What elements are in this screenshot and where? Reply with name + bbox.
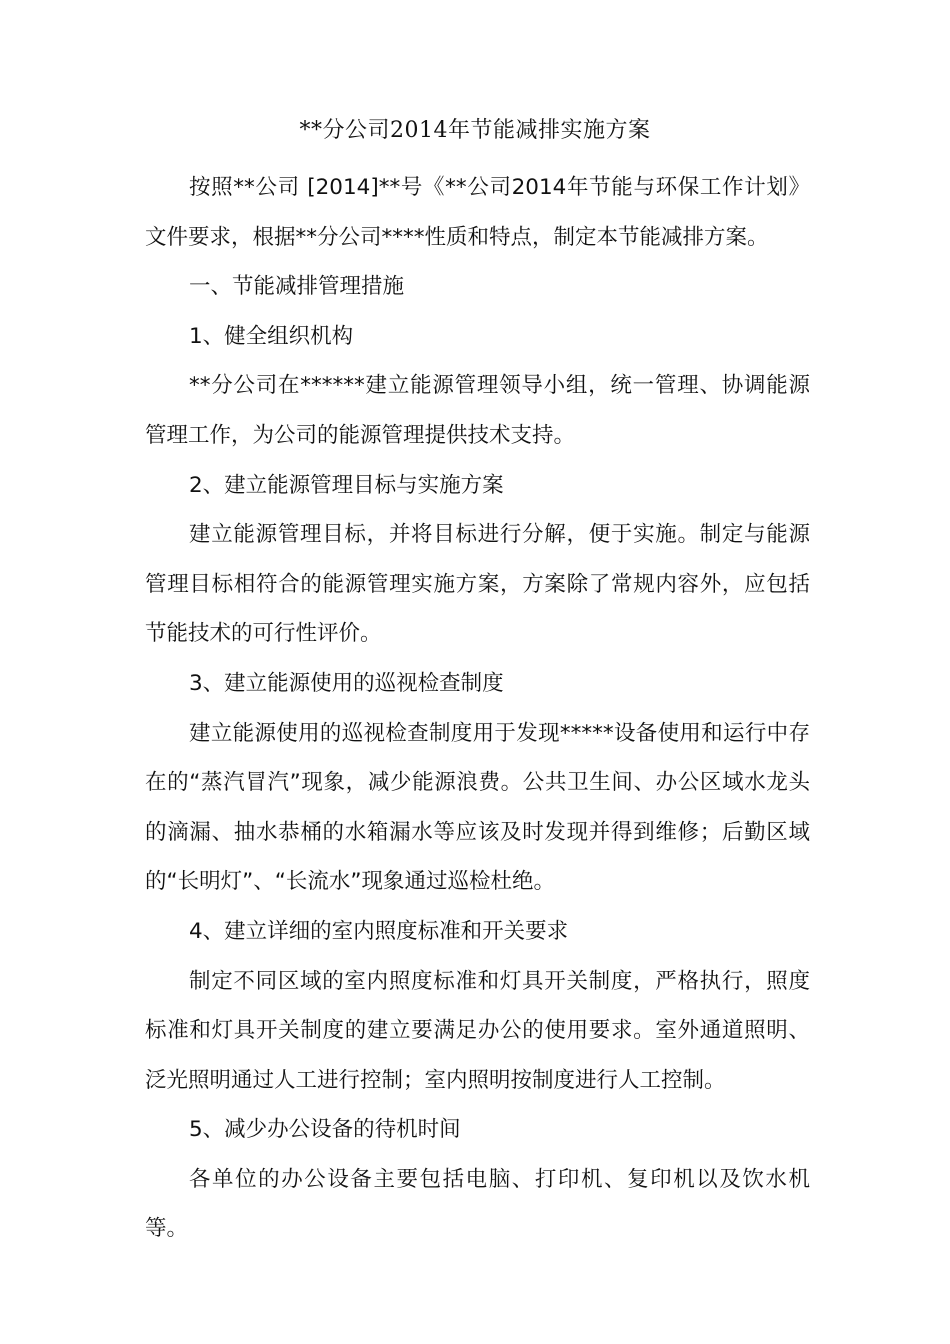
intro-paragraph: 按照**公司 [2014]**号《**公司2014年节能与环保工作计划》文件要求，根据**分公司****性质和特点，制定本节能减排方案。 [145,175,810,250]
document-body [145,163,810,1254]
item-paragraph-5: 各单位的办公设备主要包括电脑、打印机、复印机以及饮水机等。 [145,1166,810,1242]
document-title: **分公司2014年节能减排实施方案 [299,118,651,143]
item-paragraph-4: 制定不同区域的室内照度标准和灯具开关制度，严格执行，照度标准和灯具开关制度的建立要满足办公的使用要求。室外通道照明、泛光照明通过人工进行控制；室内照明按制度进行人工控制。 [145,968,810,1093]
item-paragraph-2: 建立能源管理目标，并将目标进行分解，便于实施。制定与能源管理目标相符合的能源管理实施方案，方案除了常规内容外，应包括节能技术的可行性评价。 [145,522,810,647]
item-heading-4: 4、建立详细的室内照度标准和开关要求 [189,918,569,944]
item-heading-2: 2、建立能源管理目标与实施方案 [189,472,504,498]
section-heading-1: 一、节能减排管理措施 [189,274,405,300]
item-heading-5: 5、减少办公设备的待机时间 [189,1117,461,1143]
item-heading-3: 3、建立能源使用的巡视检查制度 [189,670,504,696]
item-heading-1: 1、健全组织机构 [189,323,354,349]
item-paragraph-3: 建立能源使用的巡视检查制度用于发现*****设备使用和运行中存在的“蒸汽冒汽”现象，减少能源浪费。公共卫生间、办公区域水龙头的滴漏、抽水恭桶的水箱漏水等应该及时发现并得到维修；后勤区域的“长明灯”、“长流水”现象通过巡检杜绝。 [145,720,810,895]
item-paragraph-1: **分公司在******建立能源管理领导小组，统一管理、协调能源管理工作，为公司的能源管理提供技术支持。 [145,373,810,448]
